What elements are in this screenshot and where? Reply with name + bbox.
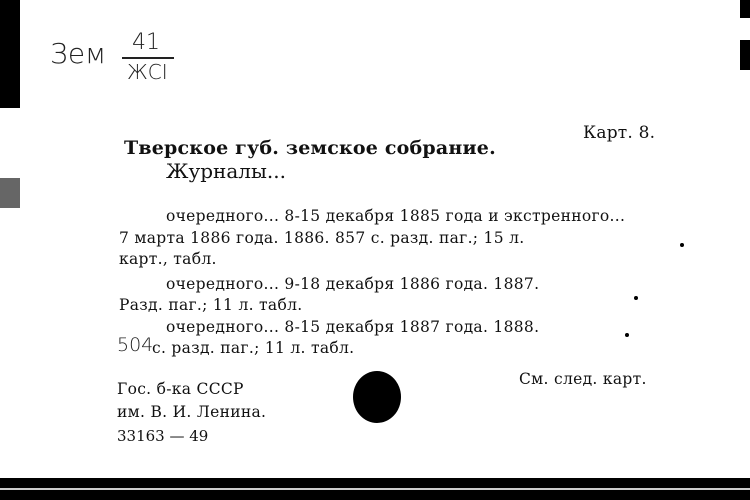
entry-1-line-2: 7 марта 1886 года. 1886. 857 с. разд. паг.; 15 л.: [119, 229, 525, 247]
library-name-line-2: им. В. И. Ленина.: [117, 403, 267, 421]
entry-1-line-3: карт., табл.: [119, 250, 217, 268]
entry-3-line-2: с. разд. паг.; 11 л. табл.: [152, 339, 355, 357]
card-subtitle: Журналы...: [166, 159, 286, 183]
left-scan-edge: [0, 0, 20, 500]
card-title: Тверское губ. земское собрание.: [124, 137, 496, 159]
right-scan-edge: [740, 0, 750, 500]
handwritten-inventory-number: 504: [117, 334, 154, 356]
entry-3-line-1: очередного... 8-15 декабря 1887 года. 1888.: [166, 318, 540, 336]
ink-speck: [634, 296, 638, 300]
handwritten-denominator: ЖСI: [127, 60, 168, 84]
library-stamp-number: 33163 — 49: [117, 427, 209, 445]
ink-speck: [625, 333, 629, 337]
card-punch-hole: [353, 371, 401, 423]
entry-2-line-1: очередного... 9-18 декабря 1886 года. 1887.: [166, 275, 540, 293]
library-name-line-1: Гос. б-ка СССР: [117, 380, 244, 398]
bottom-scan-edge: [0, 478, 750, 500]
ink-speck: [680, 243, 684, 247]
entry-2-line-2: Разд. паг.; 11 л. табл.: [119, 296, 303, 314]
fraction-line: [122, 57, 174, 59]
see-next-card: См. след. карт.: [519, 370, 647, 388]
handwritten-numerator: 41: [132, 30, 160, 55]
handwritten-code: Зем: [50, 37, 107, 70]
entry-1-line-1: очередного... 8-15 декабря 1885 года и экстренного...: [166, 207, 626, 225]
card-number: Карт. 8.: [583, 123, 656, 143]
